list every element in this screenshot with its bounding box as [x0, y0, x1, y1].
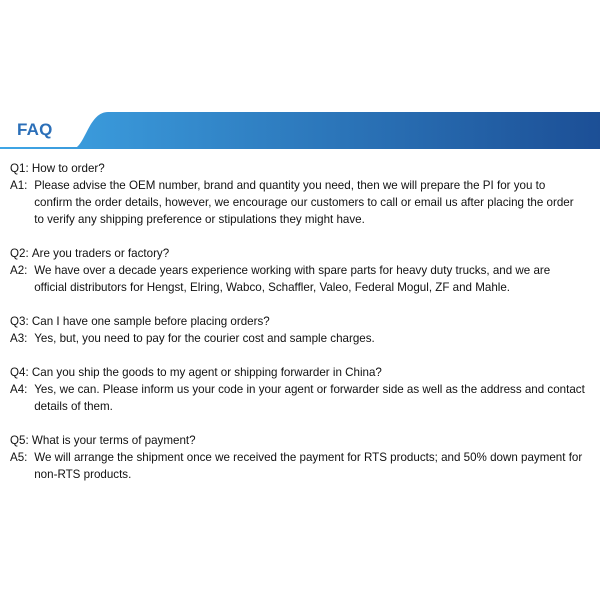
answer-label: A4:	[10, 383, 28, 396]
answer-row	[10, 449, 585, 483]
faq-header-bar	[0, 112, 600, 149]
question-row	[10, 432, 585, 449]
question-label: Q5:	[10, 434, 29, 447]
question-label: Q3:	[10, 315, 29, 328]
question-text: Can I have one sample before placing orders?	[31, 315, 270, 328]
faq-item-4	[10, 364, 585, 415]
question-row	[10, 313, 585, 330]
faq-item-1	[10, 160, 585, 228]
faq-item-5	[10, 432, 585, 483]
question-label: Q4:	[10, 366, 29, 379]
question-text: What is your terms of payment?	[31, 434, 196, 447]
question-label: Q2:	[10, 247, 29, 260]
answer-text: Please advise the OEM number, brand and quantity you need, then we will prepare the PI for you to confirm the order details, however, we encourage our customers to call or email us after placing the order to verify any shipping preference or stipulations they might have.	[34, 179, 574, 226]
answer-text: Yes, we can. Please inform us your code in your agent or forwarder side as well as the address and contact details of them.	[34, 383, 585, 413]
answer-label: A1:	[10, 179, 28, 192]
question-text: Are you traders or factory?	[31, 247, 170, 260]
answer-label: A2:	[10, 264, 28, 277]
answer-text: We will arrange the shipment once we received the payment for RTS products; and 50% down payment for non-RTS products.	[34, 451, 583, 481]
answer-row	[10, 330, 585, 347]
question-row	[10, 160, 585, 177]
question-text: How to order?	[31, 162, 105, 175]
question-row	[10, 364, 585, 381]
answer-text: We have over a decade years experience working with spare parts for heavy duty trucks, and we are official distributors for Hengst, Elring, Wabco, Schaffler, Valeo, Federal Mogul, ZF and Mahle.	[34, 264, 551, 294]
faq-list	[10, 160, 585, 500]
header-gradient-shape	[0, 112, 600, 149]
answer-label: A5:	[10, 451, 28, 464]
answer-text: Yes, but, you need to pay for the courier cost and sample charges.	[34, 332, 375, 345]
faq-title: FAQ	[17, 120, 53, 139]
question-text: Can you ship the goods to my agent or shipping forwarder in China?	[31, 366, 382, 379]
answer-row	[10, 262, 585, 296]
answer-label: A3:	[10, 332, 28, 345]
question-label: Q1:	[10, 162, 29, 175]
faq-item-2	[10, 245, 585, 296]
question-row	[10, 245, 585, 262]
answer-row	[10, 381, 585, 415]
faq-item-3	[10, 313, 585, 347]
answer-row	[10, 177, 585, 228]
